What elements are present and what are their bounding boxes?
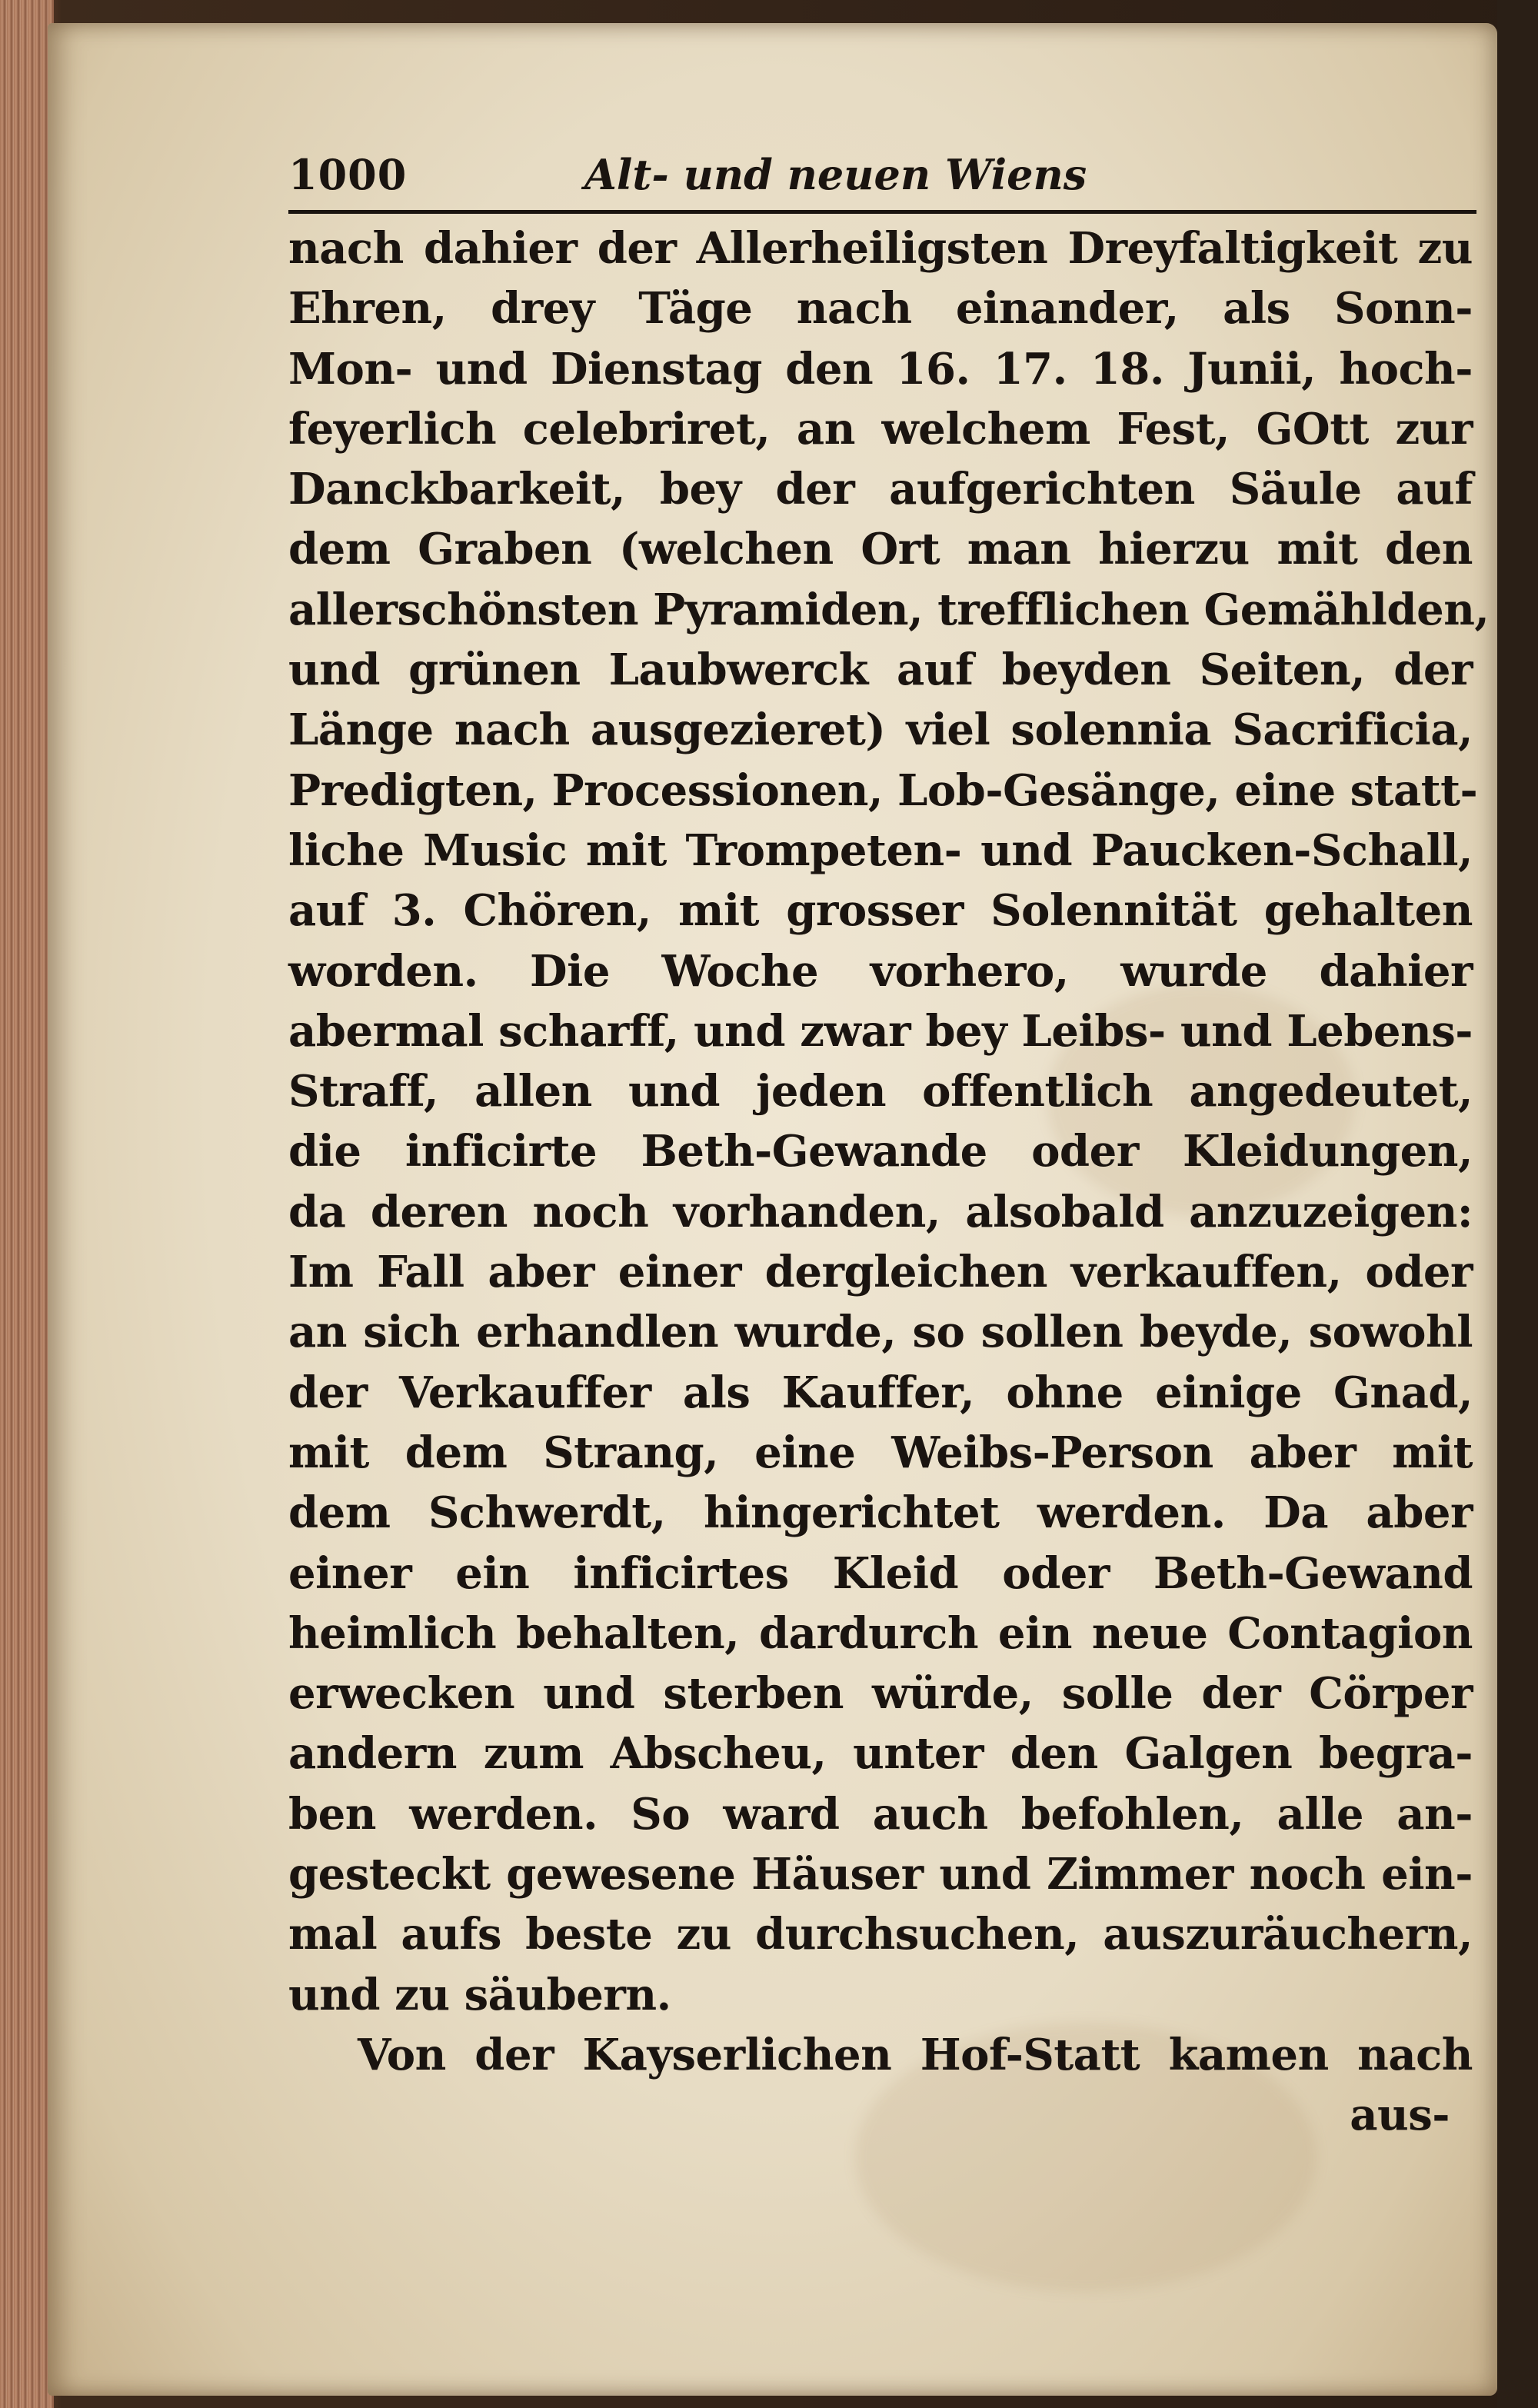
body-line: heimlich behalten, dardurch ein neue Contagion <box>288 1607 1473 1659</box>
body-line: gesteckt gewesene Häuser und Zimmer noch ein- <box>288 1849 1473 1900</box>
body-line: erwecken und sterben würde, solle der Cörper <box>288 1668 1473 1720</box>
body-line: Mon- und Dienstag den 16. 17. 18. Junii, hoch- <box>288 343 1473 395</box>
body-line: an sich erhandlen wurde, so sollen beyde, sowohl <box>288 1307 1473 1358</box>
body-line: mit dem Strang, eine Weibs-Person aber mit <box>288 1427 1473 1478</box>
body-line: ben werden. So ward auch befohlen, alle an- <box>288 1788 1473 1840</box>
body-line: da deren noch vorhanden, alsobald anzuzeigen: <box>288 1186 1473 1237</box>
body-line: Predigten, Processionen, Lob-Gesänge, eine statt- <box>288 764 1478 816</box>
body-line: feyerlich celebriret, an welchem Fest, GOtt zur <box>288 403 1473 455</box>
body-line: dem Graben (welchen Ort man hierzu mit den <box>288 524 1473 575</box>
running-head <box>288 150 1473 204</box>
stacked-page-edges <box>0 0 54 2408</box>
body-line: mal aufs beste zu durchsuchen, auszuräuchern, <box>288 1909 1473 1960</box>
body-line: nach dahier der Allerheiligsten Dreyfaltigkeit zu <box>288 223 1473 274</box>
page-number: 1000 <box>288 150 408 199</box>
background-right <box>1497 0 1538 2408</box>
body-line: einer ein inficirtes Kleid oder Beth-Gewand <box>288 1547 1473 1599</box>
paragraph-end-line: und zu säubern. <box>288 1969 671 2020</box>
body-line: Länge nach ausgezieret) viel solennia Sacrificia, <box>288 704 1473 756</box>
running-title: Alt- und neuen Wiens <box>584 150 1087 199</box>
body-line: und grünen Laubwerck auf beyden Seiten, der <box>288 644 1473 696</box>
body-line: abermal scharff, und zwar bey Leibs- und Lebens- <box>288 1005 1473 1057</box>
body-line: allerschönsten Pyramiden, trefflichen Gemählden, <box>288 584 1490 635</box>
body-line: liche Music mit Trompeten- und Paucken-Schall, <box>288 824 1473 876</box>
body-line: dem Schwerdt, hingerichtet werden. Da aber <box>288 1487 1473 1539</box>
body-line: auf 3. Chören, mit grosser Solennität gehalten <box>288 885 1473 937</box>
body-line: Ehren, drey Täge nach einander, als Sonn- <box>288 283 1473 335</box>
body-line: Im Fall aber einer dergleichen verkauffen, oder <box>288 1247 1473 1298</box>
body-line: der Verkauffer als Kauffer, ohne einige Gnad, <box>288 1367 1473 1418</box>
new-paragraph-line: Von der Kayserlichen Hof-Statt kamen nach <box>358 2029 1473 2080</box>
body-line: Danckbarkeit, bey der aufgerichten Säule auf <box>288 464 1473 515</box>
text-block <box>288 150 1490 2146</box>
body-line: andern zum Abscheu, unter den Galgen begra- <box>288 1728 1473 1780</box>
body-line: worden. Die Woche vorhero, wurde dahier <box>288 945 1473 997</box>
head-rule <box>288 210 1476 214</box>
body-line: Straff, allen und jeden offentlich angedeutet, <box>288 1066 1473 1117</box>
catchword: aus- <box>1350 2090 1450 2141</box>
body-line: die inficirte Beth-Gewande oder Kleidungen, <box>288 1126 1473 1177</box>
